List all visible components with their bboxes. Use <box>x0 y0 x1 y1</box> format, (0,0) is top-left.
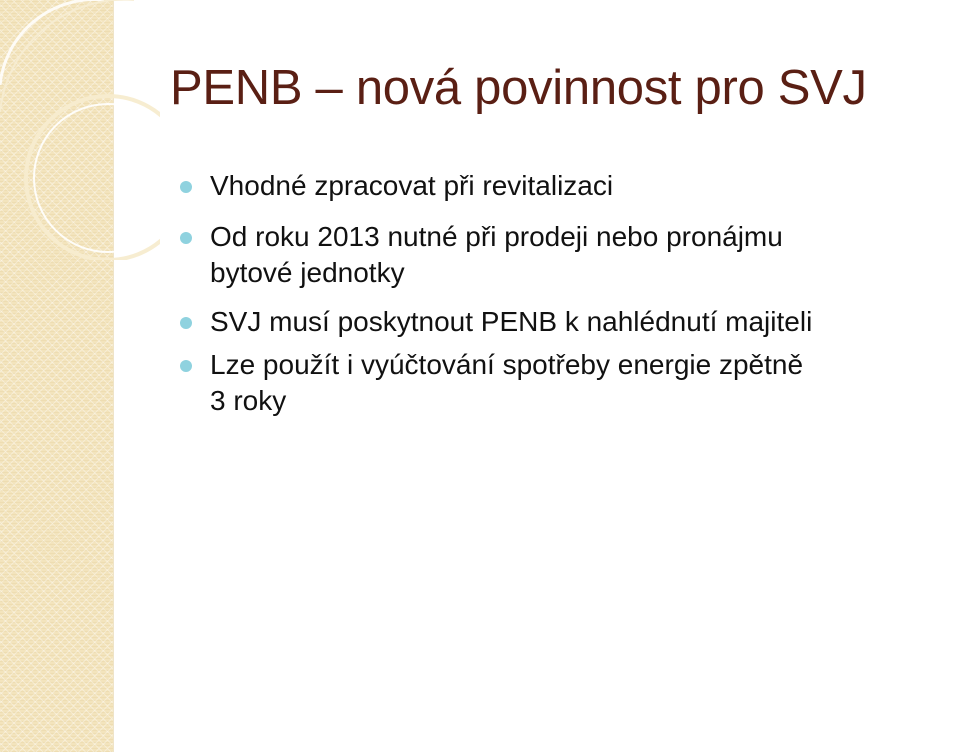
bullet-text: Lze použít i vyúčtování spotřeby energie zpětně <box>210 349 804 380</box>
bullet-dot-icon <box>180 360 192 372</box>
bullet-dot-icon <box>180 232 192 244</box>
slide-title: PENB – nová povinnost pro SVJ <box>170 61 867 115</box>
bullet-text-continuation: 3 roky <box>210 385 287 416</box>
bullet-list <box>180 168 955 419</box>
bullet-item <box>180 168 955 204</box>
bullet-item <box>180 219 955 291</box>
bullet-item <box>180 304 955 340</box>
bullet-text-continuation: bytové jednotky <box>210 257 405 288</box>
bullet-dot-icon <box>180 317 192 329</box>
bullet-text: Od roku 2013 nutné při prodeji nebo pronájmu <box>210 221 783 252</box>
bullet-dot-icon <box>180 181 192 193</box>
bullet-text: Vhodné zpracovat při revitalizaci <box>210 170 614 201</box>
decorative-arcs <box>0 0 160 260</box>
bullet-text: SVJ musí poskytnout PENB k nahlédnutí majiteli <box>210 306 813 337</box>
bullet-item <box>180 347 955 419</box>
